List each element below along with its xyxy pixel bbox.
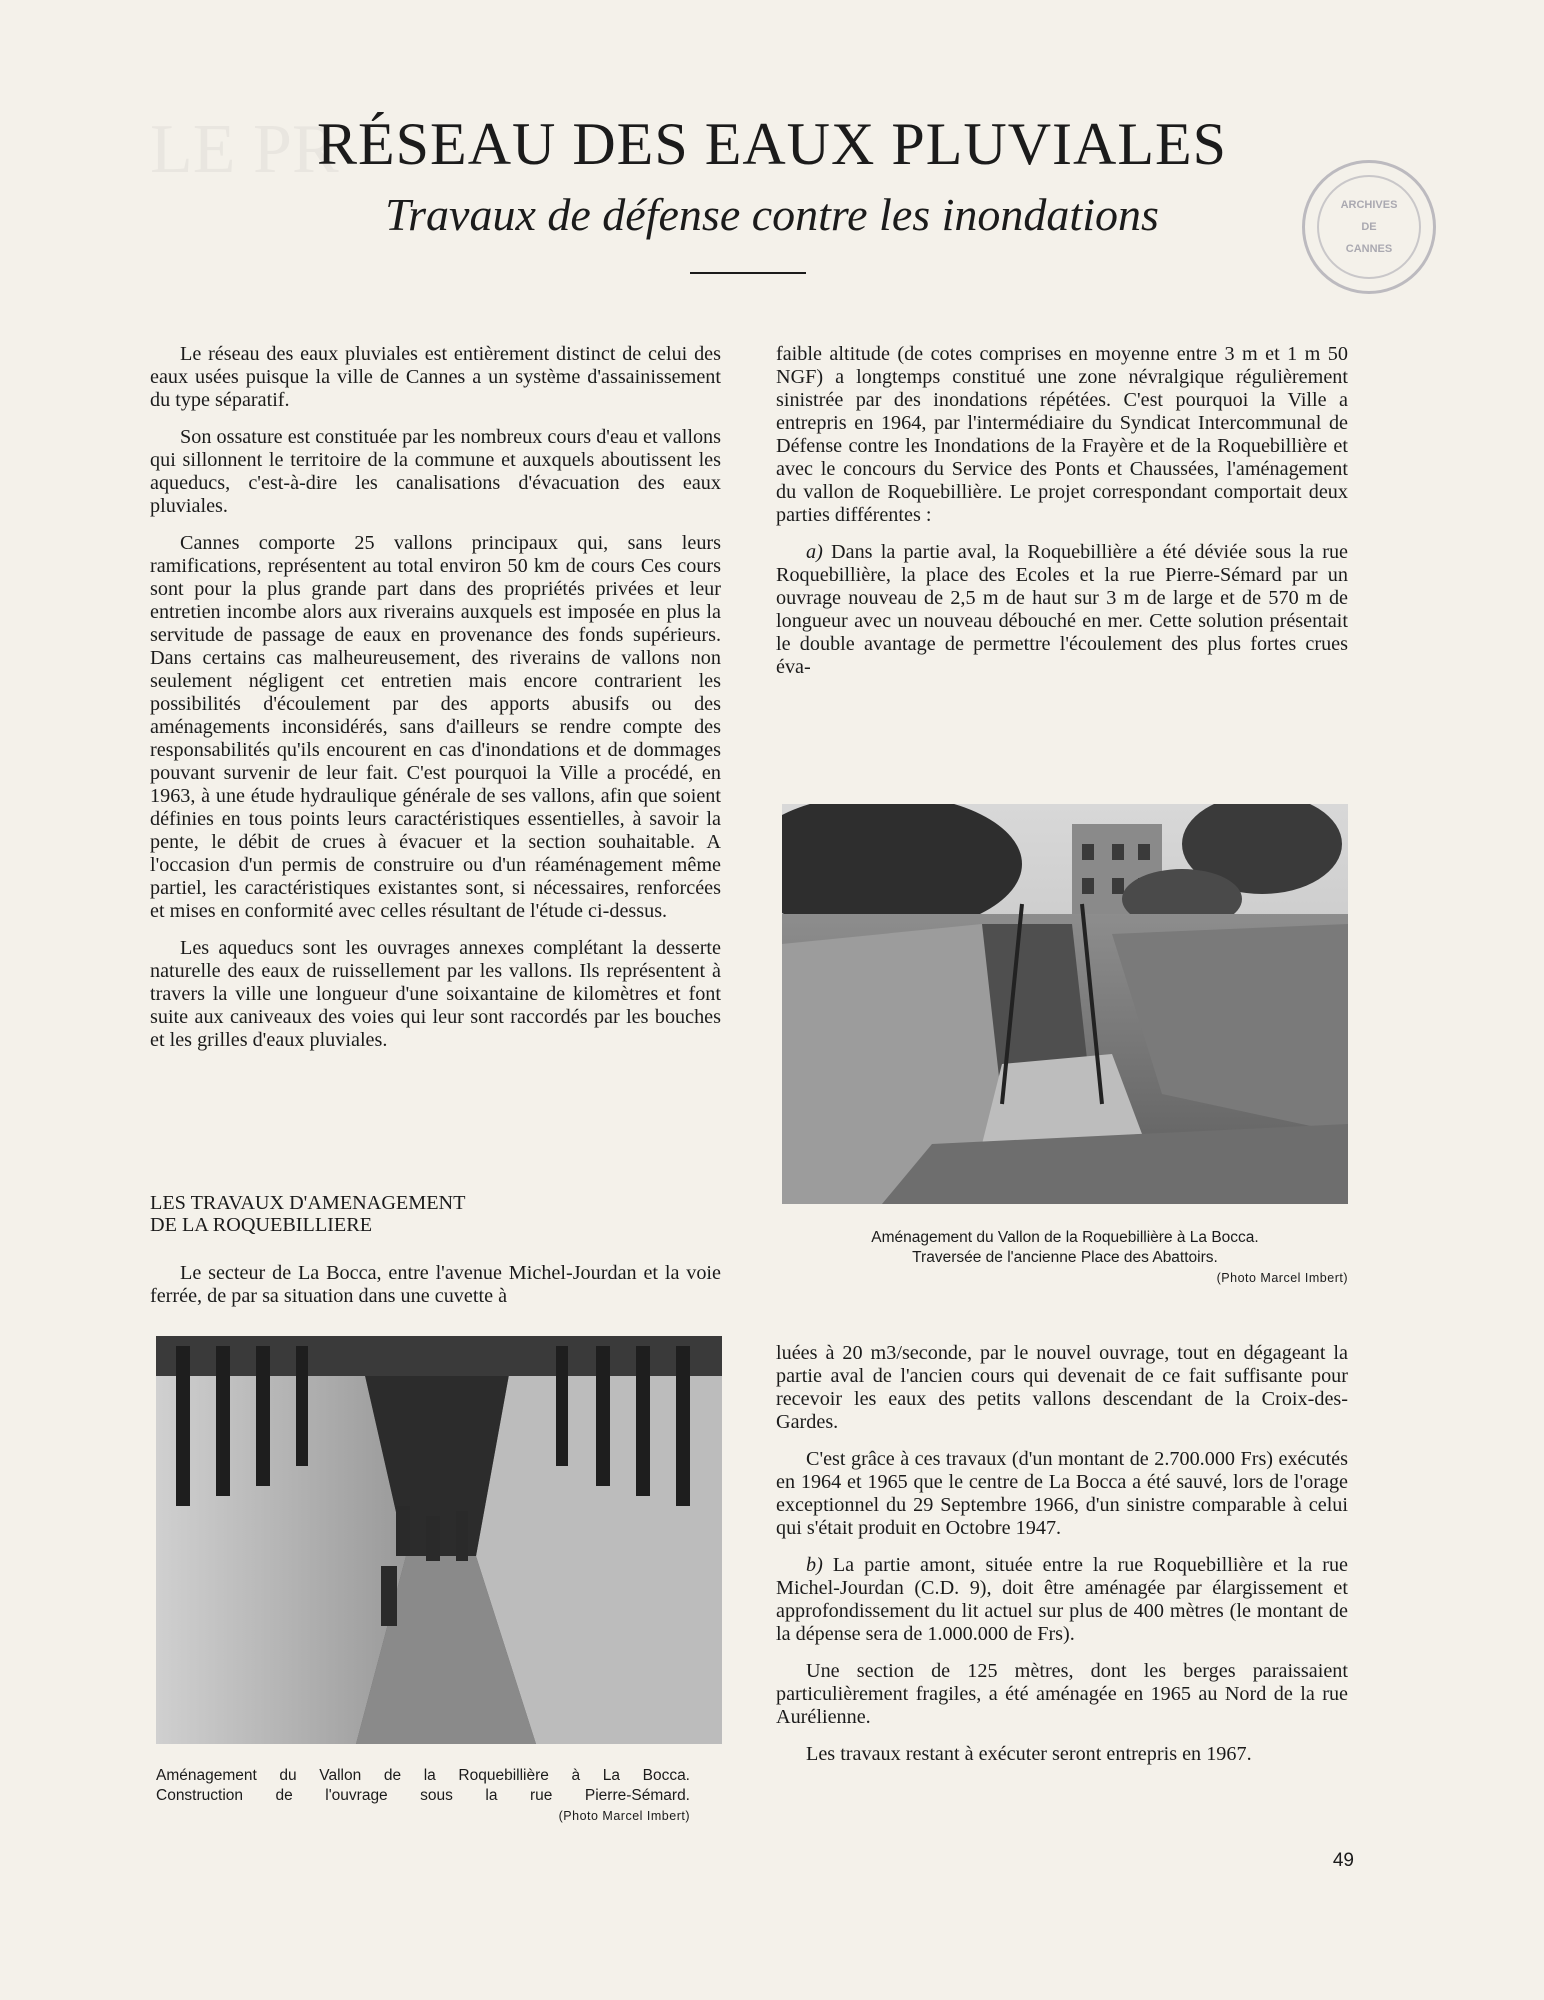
paragraph-ossature: Son ossature est constituée par les nombreux cours d'eau et vallons qui sillonnent le territoire de la commune et auxquels aboutissent les aqueducs, c'est-à-dire les canalisations d'évacuation des eaux pluviales. <box>150 426 721 517</box>
photo-pierre-semard <box>156 1336 722 1744</box>
caption-2-line-1: Aménagement du Vallon de la Roquebillière à La Bocca. <box>156 1767 690 1784</box>
caption-1-credit: (Photo Marcel Imbert) <box>1216 1271 1348 1285</box>
paragraph-item-a <box>776 541 1348 679</box>
paragraph-final: Les travaux restant à exécuter seront entrepris en 1967. <box>806 1743 1252 1765</box>
right-column-top <box>776 343 1348 693</box>
paragraph-vallons: Cannes comporte 25 vallons principaux qui, sans leurs ramifications, représentent au total environ 50 km de cours Ces cours sont pour la plus grande part dans des propriétés privées et leur entretien incombe alors aux riverains auxquels est imposée en plus la servitude de passage de eaux en provenance des fonds supérieurs. Dans certains cas malheureusement, des riverains de vallons non seulement négligent cet entretien mais encore contrarient les possibilités d'écoulement par des apports abusifs ou des aménagements inconsidérés, sans d'ailleurs se rendre compte des responsabilités qu'ils encourent en cas d'inondations et de dommages pouvant survenir de leur fait. C'est pourquoi la Ville a procédé, en 1963, à une étude hydraulique générale de ses vallons, afin que soient définies en tous points leurs caractéristiques essentielles, à savoir la pente, le débit de crues à évacuer et la section souhaitable. A l'occasion d'un permis de construire ou d'un réaménagement même partiel, les caractéristiques existantes sont, si nécessaires, renforcées et mises en conformité avec celles résultant de l'étude ci-dessus. <box>150 532 721 922</box>
caption-2-credit: (Photo Marcel Imbert) <box>558 1809 690 1823</box>
stamp-line-3: CANNES <box>1345 243 1393 255</box>
left-column-section <box>150 1262 721 1322</box>
item-a-marker: a) <box>806 541 823 563</box>
section-heading-line-2: DE LA ROQUEBILLIERE <box>150 1214 373 1236</box>
title-divider <box>690 272 806 274</box>
section-heading-line-1: LES TRAVAUX D'AMENAGEMENT <box>150 1192 466 1214</box>
right-column-bottom <box>776 1342 1348 1780</box>
photo-abattoirs-image <box>782 804 1348 1204</box>
bleed-through-text: LE PR <box>150 111 339 188</box>
page-number: 49 <box>1332 1850 1354 1871</box>
item-b-text: La partie amont, située entre la rue Roquebillière et la rue Michel-Jourdan (C.D. 9), doit être aménagée par élargissement et approfondissement du lit actuel sur plus de 400 mètres (le montant de la dépense sera de 1.000.000 de Frs). <box>776 1554 1348 1645</box>
section-heading <box>150 1192 721 1236</box>
paragraph-section-125: Une section de 125 mètres, dont les berges paraissaient particulièrement fragiles, a été aménagée en 1965 au Nord de la rue Aurélienne. <box>776 1660 1348 1728</box>
caption-1-line-1: Aménagement du Vallon de la Roquebillière à La Bocca. <box>871 1229 1259 1246</box>
item-b-marker: b) <box>806 1554 823 1576</box>
paragraph-intro: Le réseau des eaux pluviales est entièrement distinct de celui des eaux usées puisque la ville de Cannes a un système d'assainissement du type séparatif. <box>150 343 721 411</box>
paragraph-cost: C'est grâce à ces travaux (d'un montant de 2.700.000 Frs) exécutés en 1964 et 1965 que le centre de La Bocca a été sauvé, lors de l'orage exceptionnel du 29 Septembre 1966, d'un sinistre comparable à celui qui s'était produit en Octobre 1947. <box>776 1448 1348 1539</box>
paragraph-aqueducs: Les aqueducs sont les ouvrages annexes complétant la desserte naturelle des eaux de ruissellement par les vallons. Ils représentent à travers la ville une longueur d'une soixantaine de kilomètres et font suite aux caniveaux des voies qui leur sont raccordés par les bouches et les grilles d'eaux pluviales. <box>150 937 721 1051</box>
photo-abattoirs-caption <box>782 1228 1348 1288</box>
caption-1-line-2: Traversée de l'ancienne Place des Abattoirs. <box>912 1249 1218 1266</box>
photo-abattoirs <box>782 804 1348 1204</box>
photo-pierre-semard-image <box>156 1336 722 1744</box>
stamp-line-2: DE <box>1361 221 1377 233</box>
paragraph-continuation: faible altitude (de cotes comprises en moyenne entre 3 m et 1 m 50 NGF) a longtemps constitué une zone névralgique régulièrement sinistrée par des inondations répétées. C'est pourquoi la Ville a entrepris en 1964, par l'intermédiaire du Syndicat Intercommunal de Défense contre les Inondations de la Frayère et de la Roquebillière et avec le concours du Service des Ponts et Chaussées, l'aménagement du vallon de Roquebillière. Le projet correspondant comportait deux parties différentes : <box>776 343 1348 526</box>
photo-pierre-semard-caption <box>156 1766 690 1826</box>
paragraph-item-b <box>776 1554 1348 1646</box>
page-subtitle: Travaux de défense contre les inondations <box>385 189 1159 240</box>
item-a-text: Dans la partie aval, la Roquebillière a été déviée sous la rue Roquebillière, la place des Ecoles et la rue Pierre-Sémard par un ouvrage nouveau de 2,5 m de haut sur 3 m de large et de 570 m de longueur avec un nouveau débouché en mer. Cette solution présentait le double avantage de permettre l'écoulement des plus fortes crues éva- <box>776 541 1348 678</box>
page-title: RÉSEAU DES EAUX PLUVIALES <box>317 111 1227 177</box>
paragraph-bocca: Le secteur de La Bocca, entre l'avenue Michel-Jourdan et la voie ferrée, de par sa situation dans une cuvette à <box>150 1262 721 1307</box>
stamp-line-1: ARCHIVES <box>1340 199 1398 211</box>
paragraph-continuation-2: luées à 20 m3/seconde, par le nouvel ouvrage, tout en dégageant la partie aval de l'ancien cours qui devenait de ce fait suffisante pour recevoir les eaux des petits vallons descendant de la Croix-des-Gardes. <box>776 1342 1348 1433</box>
caption-2-line-2: Construction de l'ouvrage sous la rue Pierre-Sémard. <box>156 1787 690 1804</box>
left-column <box>150 343 721 1066</box>
